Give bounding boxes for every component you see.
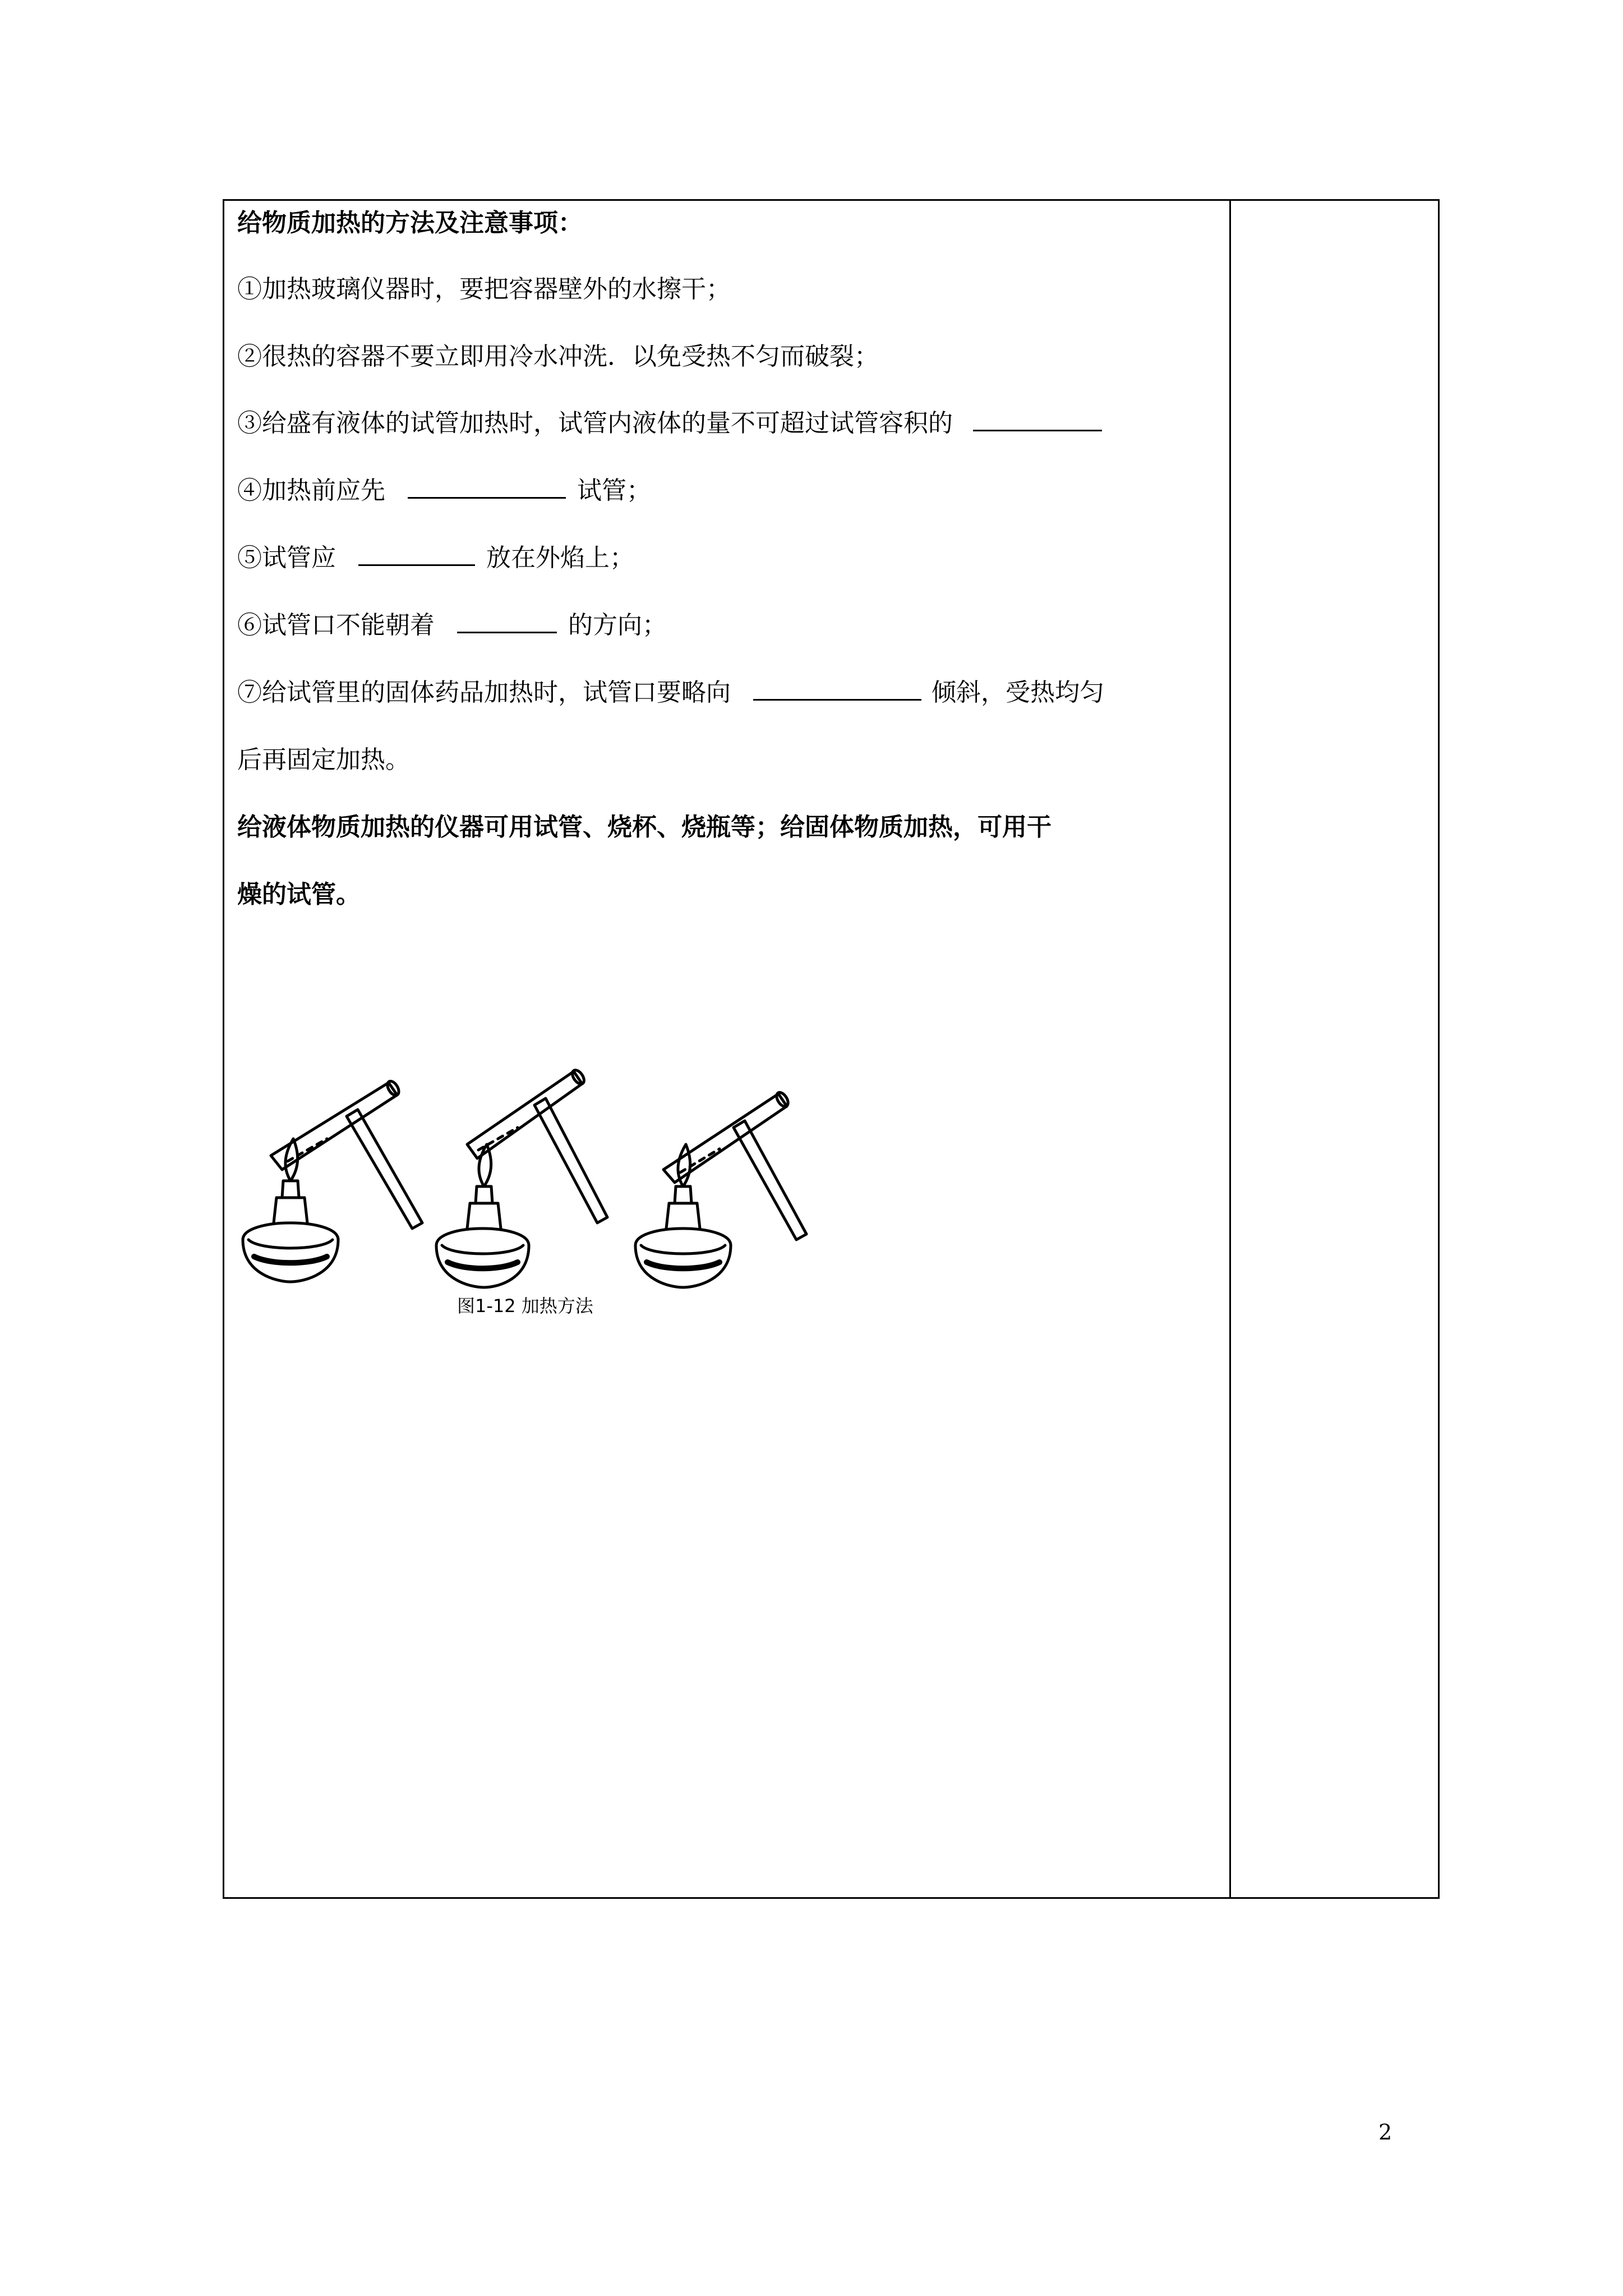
summary-line-1: 给液体物质加热的仪器可用试管、烧杯、烧瓶等；给固体物质加热，可用干 xyxy=(237,813,1052,841)
test-tube-holder-1 xyxy=(271,1079,422,1228)
blank-5 xyxy=(358,542,475,566)
alcohol-lamp-2 xyxy=(436,1144,529,1287)
item-7-text-a: ⑦给试管里的固体药品加热时，试管口要略向 xyxy=(237,678,731,707)
item-5 xyxy=(237,541,634,575)
blank-3 xyxy=(973,407,1102,431)
section-heading: 给物质加热的方法及注意事项： xyxy=(237,209,583,237)
blank-7 xyxy=(753,677,921,701)
alcohol-lamp-3 xyxy=(635,1144,731,1287)
item-7 xyxy=(237,676,1104,710)
test-tube-holder-2 xyxy=(467,1068,607,1223)
item-6-text-b: 的方向； xyxy=(568,611,667,639)
item-6 xyxy=(237,609,667,642)
item-5-text-a: ⑤试管应 xyxy=(237,544,336,572)
item-4 xyxy=(237,474,651,508)
item-1: ①加热玻璃仪器时，要把容器壁外的水擦干； xyxy=(237,275,731,303)
test-tube-holder-3 xyxy=(663,1091,806,1240)
item-4-text-a: ④加热前应先 xyxy=(237,476,385,505)
figure-caption: 图1-12 加热方法 xyxy=(457,1295,593,1317)
blank-6 xyxy=(457,609,557,633)
summary-line-2: 燥的试管。 xyxy=(237,880,361,909)
table-frame xyxy=(223,199,1440,1899)
page-number: 2 xyxy=(1378,2120,1393,2145)
item-3-text: ③给盛有液体的试管加热时，试管内液体的量不可超过试管容积的 xyxy=(237,409,953,438)
item-3 xyxy=(237,407,1102,440)
item-2: ②很热的容器不要立即用冷水冲洗．以免受热不匀而破裂； xyxy=(237,342,879,371)
blank-4 xyxy=(408,475,566,499)
item-7-continued: 后再固定加热。 xyxy=(237,746,410,774)
item-4-text-b: 试管； xyxy=(577,476,651,505)
item-7-text-b: 倾斜，受热均匀 xyxy=(932,678,1104,707)
column-divider xyxy=(1229,199,1231,1899)
item-5-text-b: 放在外焰上； xyxy=(486,544,634,572)
heating-method-figure xyxy=(237,1055,832,1324)
item-6-text-a: ⑥试管口不能朝着 xyxy=(237,611,435,639)
